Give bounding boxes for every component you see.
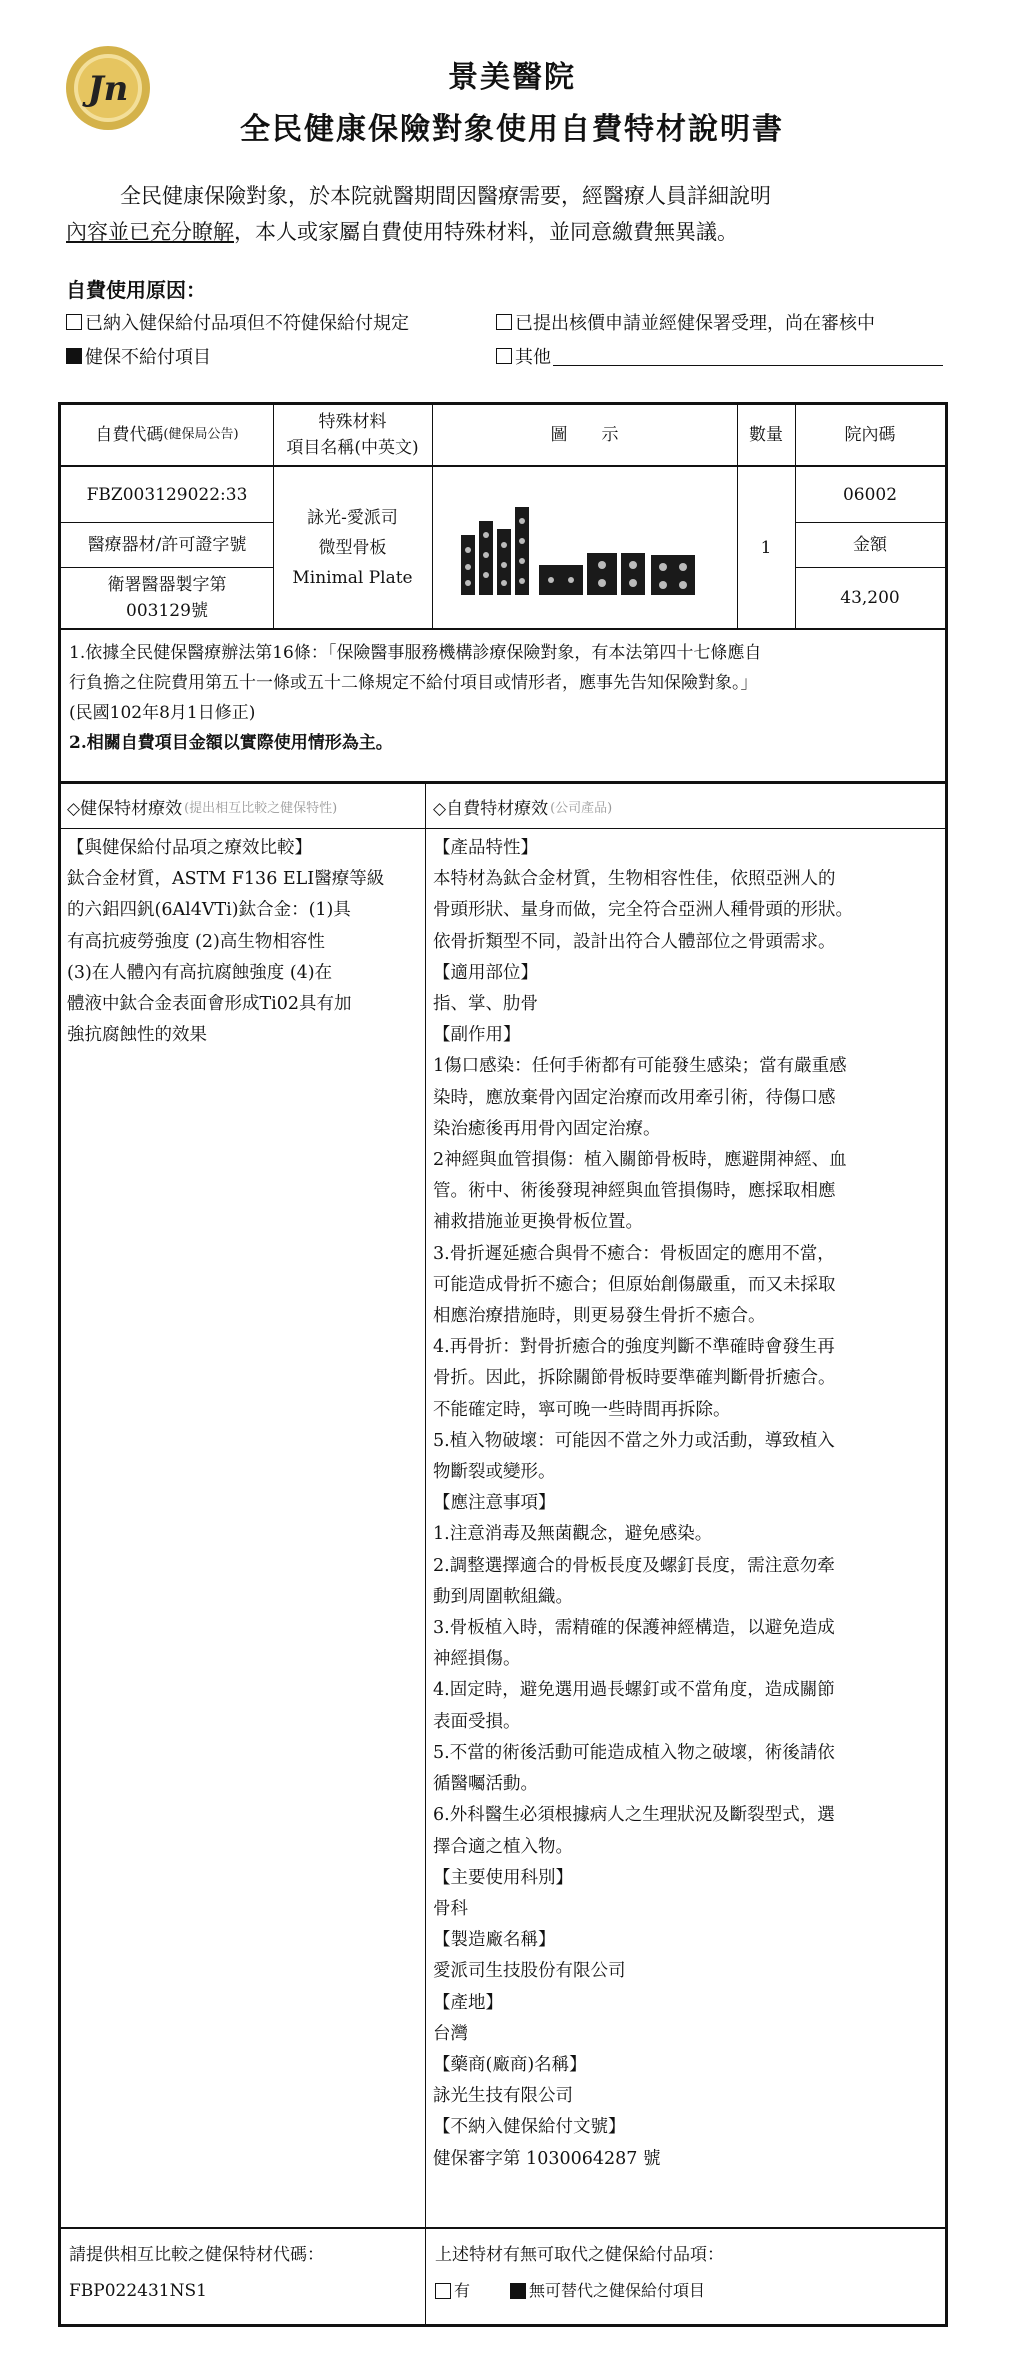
compare-code-section (69, 2237, 419, 2309)
right-column-line: 相應治療措施時，則更易發生骨折不癒合。 (433, 1306, 766, 1327)
right-column-line: 6.外科醫生必須根據病人之生理狀況及斷裂型式，選 (433, 1805, 835, 1826)
hospital-name: 景美醫院 (448, 60, 576, 95)
amount-label: 金額 (853, 535, 887, 555)
col-header-code: 自費代碼 (健保局公告) (95, 425, 239, 445)
left-column-line: 有高抗疲勞強度 (2)高生物相容性 (67, 931, 325, 952)
item-hospital-code: 06002 (842, 484, 898, 505)
right-column-line: 愛派司生技股份有限公司 (433, 1961, 626, 1982)
right-column-line: 【製造廠名稱】 (433, 1930, 556, 1951)
substitute-label: 上述特材有無可取代之健保給付品項： (435, 2245, 724, 2265)
right-column-line: 骨頭形狀、量身而做，完全符合亞洲人種骨頭的形狀。 (433, 900, 853, 921)
right-column-line: 可能造成骨折不癒合；但原始創傷嚴重，而又未採取 (433, 1274, 836, 1295)
right-column-line: 動到周圍軟組織。 (433, 1586, 573, 1607)
reason-4-checkbox[interactable] (496, 348, 512, 364)
reason-option-4[interactable] (496, 343, 943, 369)
right-column-line: 染時，應放棄骨內固定治療而改用牽引術，待傷口感 (433, 1087, 836, 1108)
right-column-line: 不能確定時，寧可晚一些時間再拆除。 (433, 1399, 731, 1420)
reason-option-2[interactable] (496, 309, 875, 335)
right-column-line: 3.骨板植入時，需精確的保護神經構造，以避免造成 (433, 1618, 835, 1639)
right-column-line: 2.調整選擇適合的骨板長度及螺釘長度，需注意勿牽 (433, 1555, 835, 1576)
intro-line-1: 全民健康保險對象，於本院就醫期間因醫療需要，經醫療人員詳細說明 (120, 184, 771, 208)
reason-option-3[interactable] (66, 343, 211, 369)
substitute-section (435, 2237, 935, 2309)
right-column-line: 指、掌、肋骨 (433, 994, 538, 1015)
right-column-line: 【產品特性】 (433, 838, 538, 858)
reason-title: 自費使用原因： (66, 278, 206, 302)
reason-3-label: 健保不給付項目 (85, 347, 211, 368)
right-column-line: 2神經與血管損傷：植入關節骨板時，應避開神經、血 (433, 1150, 847, 1171)
license-label: 醫療器材/許可證字號 (87, 535, 247, 555)
other-blank[interactable] (553, 347, 943, 366)
right-column-line: 【應注意事項】 (433, 1493, 556, 1514)
item-name: 詠光-愛派司 微型骨板 Minimal Plate (292, 507, 413, 588)
right-column-line: 循醫囑活動。 (433, 1774, 538, 1795)
left-column-line: 【與健保給付品項之療效比較】 (67, 838, 312, 858)
right-column-line: 【產地】 (433, 1992, 503, 2013)
right-column-line: 擇合適之植入物。 (433, 1836, 573, 1857)
right-column-line: 台灣 (433, 2023, 468, 2044)
item-amount: 43,200 (840, 588, 900, 608)
svg-text:Jn: Jn (87, 69, 129, 109)
intro-line-2: ，本人或家屬自費使用特殊材料，並同意繳費無異議。 (234, 220, 738, 244)
right-column-line: 【適用部位】 (433, 962, 538, 983)
col-header-image: 圖 示 (550, 425, 619, 445)
notes: 1.依據全民健保醫療辦法第16條：「保險醫事服務機構診療保險對象，有本法第四十七條應自 行負擔之住院費用第五十一條或五十二條規定不給付項目或情形者，應事先告知保險對象。」 (民國102年8月1日修正) 2.相關自費項目金額以實際使用情形為主。 (69, 643, 762, 753)
reason-2-label: 已提出核價申請並經健保署受理，尚在審核中 (515, 313, 875, 334)
reason-option-1[interactable] (66, 309, 409, 335)
right-column-line: 5.不當的術後活動可能造成植入物之破壞，術後請依 (433, 1742, 835, 1763)
substitute-yes-checkbox[interactable] (435, 2283, 451, 2299)
item-code: FBZ003129022:33 (86, 484, 248, 505)
right-column-line: 【主要使用科別】 (433, 1867, 573, 1888)
left-column-line: 的六鋁四釩(6Al4VTi)鈦合金：(1)具 (67, 900, 351, 921)
right-column-line: 4.再骨折：對骨折癒合的強度判斷不準確時會發生再 (433, 1337, 835, 1358)
right-column-line: 依骨折類型不同，設計出符合人體部位之骨頭需求。 (433, 931, 836, 952)
license-number: 衛署醫器製字第 003129號 (107, 575, 227, 621)
substitute-no-checkbox[interactable] (510, 2283, 526, 2299)
reason-2-checkbox[interactable] (496, 314, 512, 330)
right-column-line: 【藥商(廠商)名稱】 (433, 2054, 587, 2075)
item-qty: 1 (760, 537, 772, 558)
right-column-line: 健保審字第 1030064287 號 (433, 2148, 661, 2169)
reason-4-label: 其他 (515, 347, 551, 368)
col-header-hospital-code: 院內碼 (844, 425, 896, 445)
right-column-line: 5.植入物破壞：可能因不當之外力或活動，導致植入 (433, 1430, 835, 1451)
compare-code-value: FBP022431NS1 (69, 2281, 207, 2301)
right-column-line: 【副作用】 (433, 1025, 521, 1046)
intro-paragraph (66, 178, 966, 250)
right-column-line: 【不納入健保給付文號】 (433, 2117, 626, 2138)
left-column-line: (3)在人體內有高抗腐蝕強度 (4)在 (67, 962, 333, 983)
material-table (58, 402, 948, 2327)
substitute-no-label: 無可替代之健保給付項目 (529, 2281, 706, 2300)
left-column-line: 強抗腐蝕性的效果 (67, 1025, 207, 1046)
right-column-line: 物斷裂或變形。 (433, 1462, 556, 1483)
right-column-line: 骨折。因此，拆除關節骨板時要準確判斷骨折癒合。 (433, 1368, 836, 1389)
right-column-line: 4.固定時，避免選用過長螺釘或不當角度，造成關節 (433, 1680, 835, 1701)
self-pay-efficacy (433, 833, 941, 2175)
right-column-line: 本特材為鈦合金材質，生物相容性佳，依照亞洲人的 (433, 869, 836, 890)
bone-plate-image (461, 505, 711, 605)
right-column-line: 詠光生技有限公司 (433, 2086, 573, 2107)
page-title: 全民健康保險對象使用自費特材說明書 (240, 112, 784, 147)
compare-code-label: 請提供相互比較之健保特材代碼： (69, 2245, 324, 2265)
left-column-header: ◇健保特材療效 (提出相互比較之健保特性) (67, 798, 338, 819)
right-column-line: 1.注意消毒及無菌觀念，避免感染。 (433, 1524, 713, 1545)
substitute-yes-label: 有 (454, 2281, 471, 2300)
reason-1-checkbox[interactable] (66, 314, 82, 330)
right-column-line: 染治癒後再用骨內固定治療。 (433, 1118, 661, 1139)
reason-1-label: 已納入健保給付品項但不符健保給付規定 (85, 313, 409, 334)
left-column-line: 鈦合金材質，ASTM F136 ELI醫療等級 (67, 869, 385, 890)
col-header-qty: 數量 (749, 425, 783, 445)
right-column-line: 神經損傷。 (433, 1649, 521, 1670)
right-column-header: ◇自費特材療效 (公司產品) (433, 798, 613, 819)
right-column-line: 補救措施並更換骨板位置。 (433, 1212, 643, 1233)
intro-underlined: 內容並已充分瞭解 (66, 220, 234, 244)
reason-3-checkbox[interactable] (66, 348, 82, 364)
right-column-line: 骨科 (433, 1898, 468, 1919)
right-column-line: 表面受損。 (433, 1711, 521, 1732)
left-column-line: 體液中鈦合金表面會形成Ti02具有加 (67, 994, 352, 1015)
right-column-line: 管。術中、術後發現神經與血管損傷時，應採取相應 (433, 1181, 836, 1202)
right-column-line: 3.骨折遲延癒合與骨不癒合：骨板固定的應用不當， (433, 1243, 835, 1264)
right-column-line: 1傷口感染：任何手術都有可能發生感染；當有嚴重感 (433, 1056, 847, 1077)
health-insurance-efficacy (67, 833, 419, 1051)
col-header-name: 特殊材料 項目名稱(中英文) (286, 412, 419, 458)
